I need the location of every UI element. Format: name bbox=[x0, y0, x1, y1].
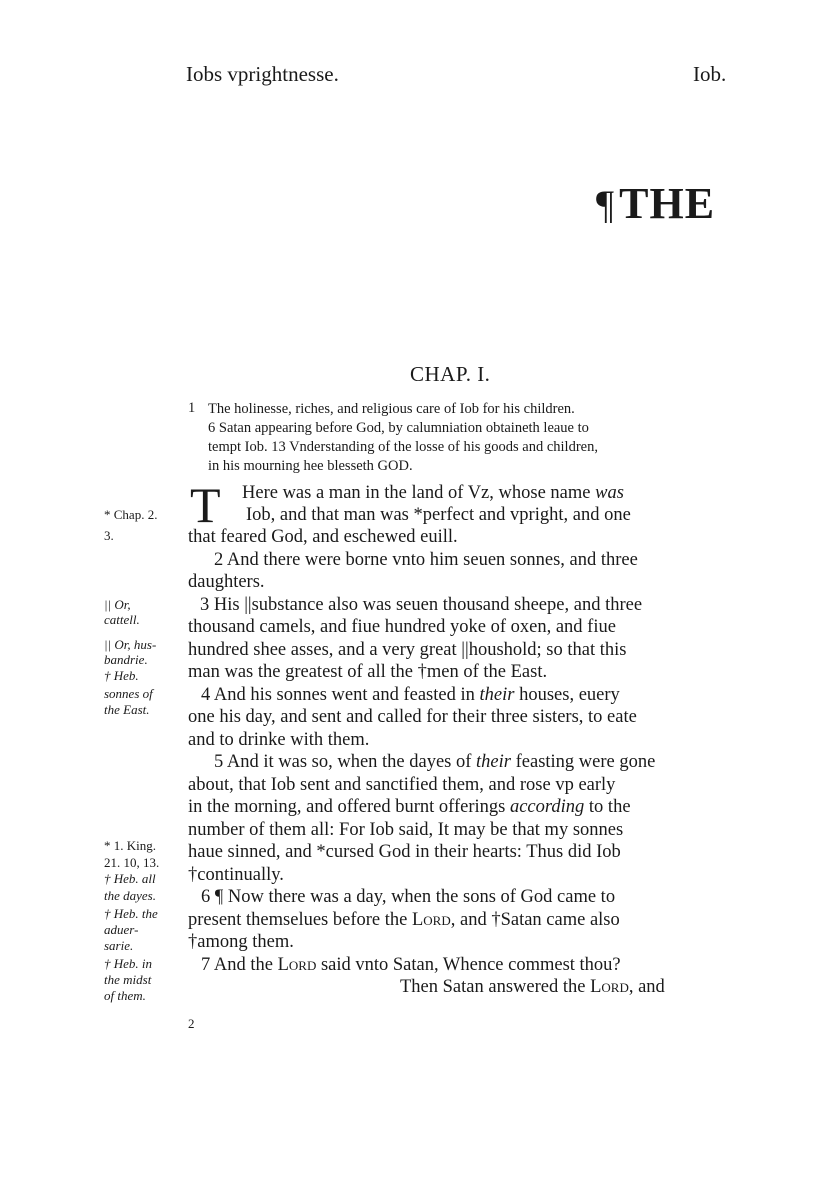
margin-note: † Heb. bbox=[104, 668, 139, 683]
text-line: about, that Iob sent and sanctified them, and rose vp early bbox=[188, 775, 616, 795]
text-line: thousand camels, and fiue hundred yoke of oxen, and fiue bbox=[188, 617, 616, 637]
summary-line: tempt Iob. 13 Vnderstanding of the losse of his goods and children, bbox=[208, 439, 598, 455]
text-line: Then Satan answered the Lord, and bbox=[400, 977, 665, 997]
text-line: Iob, and that man was *perfect and vpright, and one bbox=[246, 505, 631, 525]
summary-line: The holinesse, riches, and religious care of Iob for his children. bbox=[208, 401, 575, 417]
text-line: one his day, and sent and called for their three sisters, to eate bbox=[188, 707, 637, 727]
drop-cap: T bbox=[190, 477, 221, 533]
text-line: †among them. bbox=[188, 932, 294, 952]
text-line: Here was a man in the land of Vz, whose name was bbox=[242, 483, 624, 503]
margin-note: 21. 10, 13. bbox=[104, 855, 160, 870]
heading-word: THE bbox=[619, 179, 716, 228]
margin-note: * 1. King. bbox=[104, 838, 156, 853]
margin-note: sonnes of bbox=[104, 686, 153, 701]
margin-note: the midst bbox=[104, 972, 152, 987]
margin-note: 3. bbox=[104, 528, 114, 543]
margin-note: † Heb. the bbox=[104, 906, 158, 921]
margin-note: the dayes. bbox=[104, 888, 156, 903]
text-line: number of them all: For Iob said, It may be that my sonnes bbox=[188, 820, 624, 840]
text-line: 2 And there were borne vnto him seuen sonnes, and three bbox=[214, 550, 638, 570]
text-line: 4 And his sonnes went and feasted in their houses, euery bbox=[201, 685, 620, 705]
book-name: Iob. bbox=[693, 62, 727, 86]
text-line: 7 And the Lord said vnto Satan, Whence commest thou? bbox=[201, 955, 621, 975]
margin-note: of them. bbox=[104, 988, 146, 1003]
summary-line: 6 Satan appearing before God, by calumniation obtaineth leaue to bbox=[208, 420, 589, 436]
text-line: †continually. bbox=[188, 865, 284, 885]
text-line: daughters. bbox=[188, 572, 265, 592]
margin-note: * Chap. 2. bbox=[104, 507, 158, 522]
margin-note: aduer- bbox=[104, 922, 139, 937]
margin-note: || Or, hus- bbox=[104, 637, 157, 652]
text-line: 5 And it was so, when the dayes of their feasting were gone bbox=[214, 752, 656, 772]
margin-note: † Heb. all bbox=[104, 871, 156, 886]
text-line: man was the greatest of all the †men of the East. bbox=[188, 662, 548, 682]
summary-line: in his mourning hee blesseth GOD. bbox=[208, 458, 413, 474]
book-heading bbox=[596, 178, 715, 229]
margin-note: the East. bbox=[104, 702, 150, 717]
text-line: haue sinned, and *cursed God in their hearts: Thus did Iob bbox=[188, 842, 621, 862]
pilcrow-icon: ¶ bbox=[596, 182, 616, 227]
margin-note: sarie. bbox=[104, 938, 134, 953]
margin-note: cattell. bbox=[104, 612, 140, 627]
text-line: 6 ¶ Now there was a day, when the sons of God came to bbox=[201, 887, 616, 907]
margin-note: bandrie. bbox=[104, 652, 148, 667]
text-line: present themselues before the Lord, and †Satan came also bbox=[188, 910, 620, 930]
text-line: and to drinke with them. bbox=[188, 730, 370, 750]
text-line: in the morning, and offered burnt offerings according to the bbox=[188, 797, 631, 817]
running-title: Iobs vprightnesse. bbox=[186, 62, 339, 86]
text-line: 3 His ||substance also was seuen thousand sheepe, and three bbox=[200, 595, 643, 615]
chapter-heading: CHAP. I. bbox=[410, 362, 491, 386]
margin-note: † Heb. in bbox=[104, 956, 153, 971]
summary-number: 1 bbox=[188, 400, 196, 416]
text-line: hundred shee asses, and a very great ||houshold; so that this bbox=[188, 640, 627, 660]
text-line: that feared God, and eschewed euill. bbox=[188, 527, 458, 547]
margin-note: || Or, bbox=[104, 597, 131, 612]
page-number: 2 bbox=[188, 1016, 195, 1031]
